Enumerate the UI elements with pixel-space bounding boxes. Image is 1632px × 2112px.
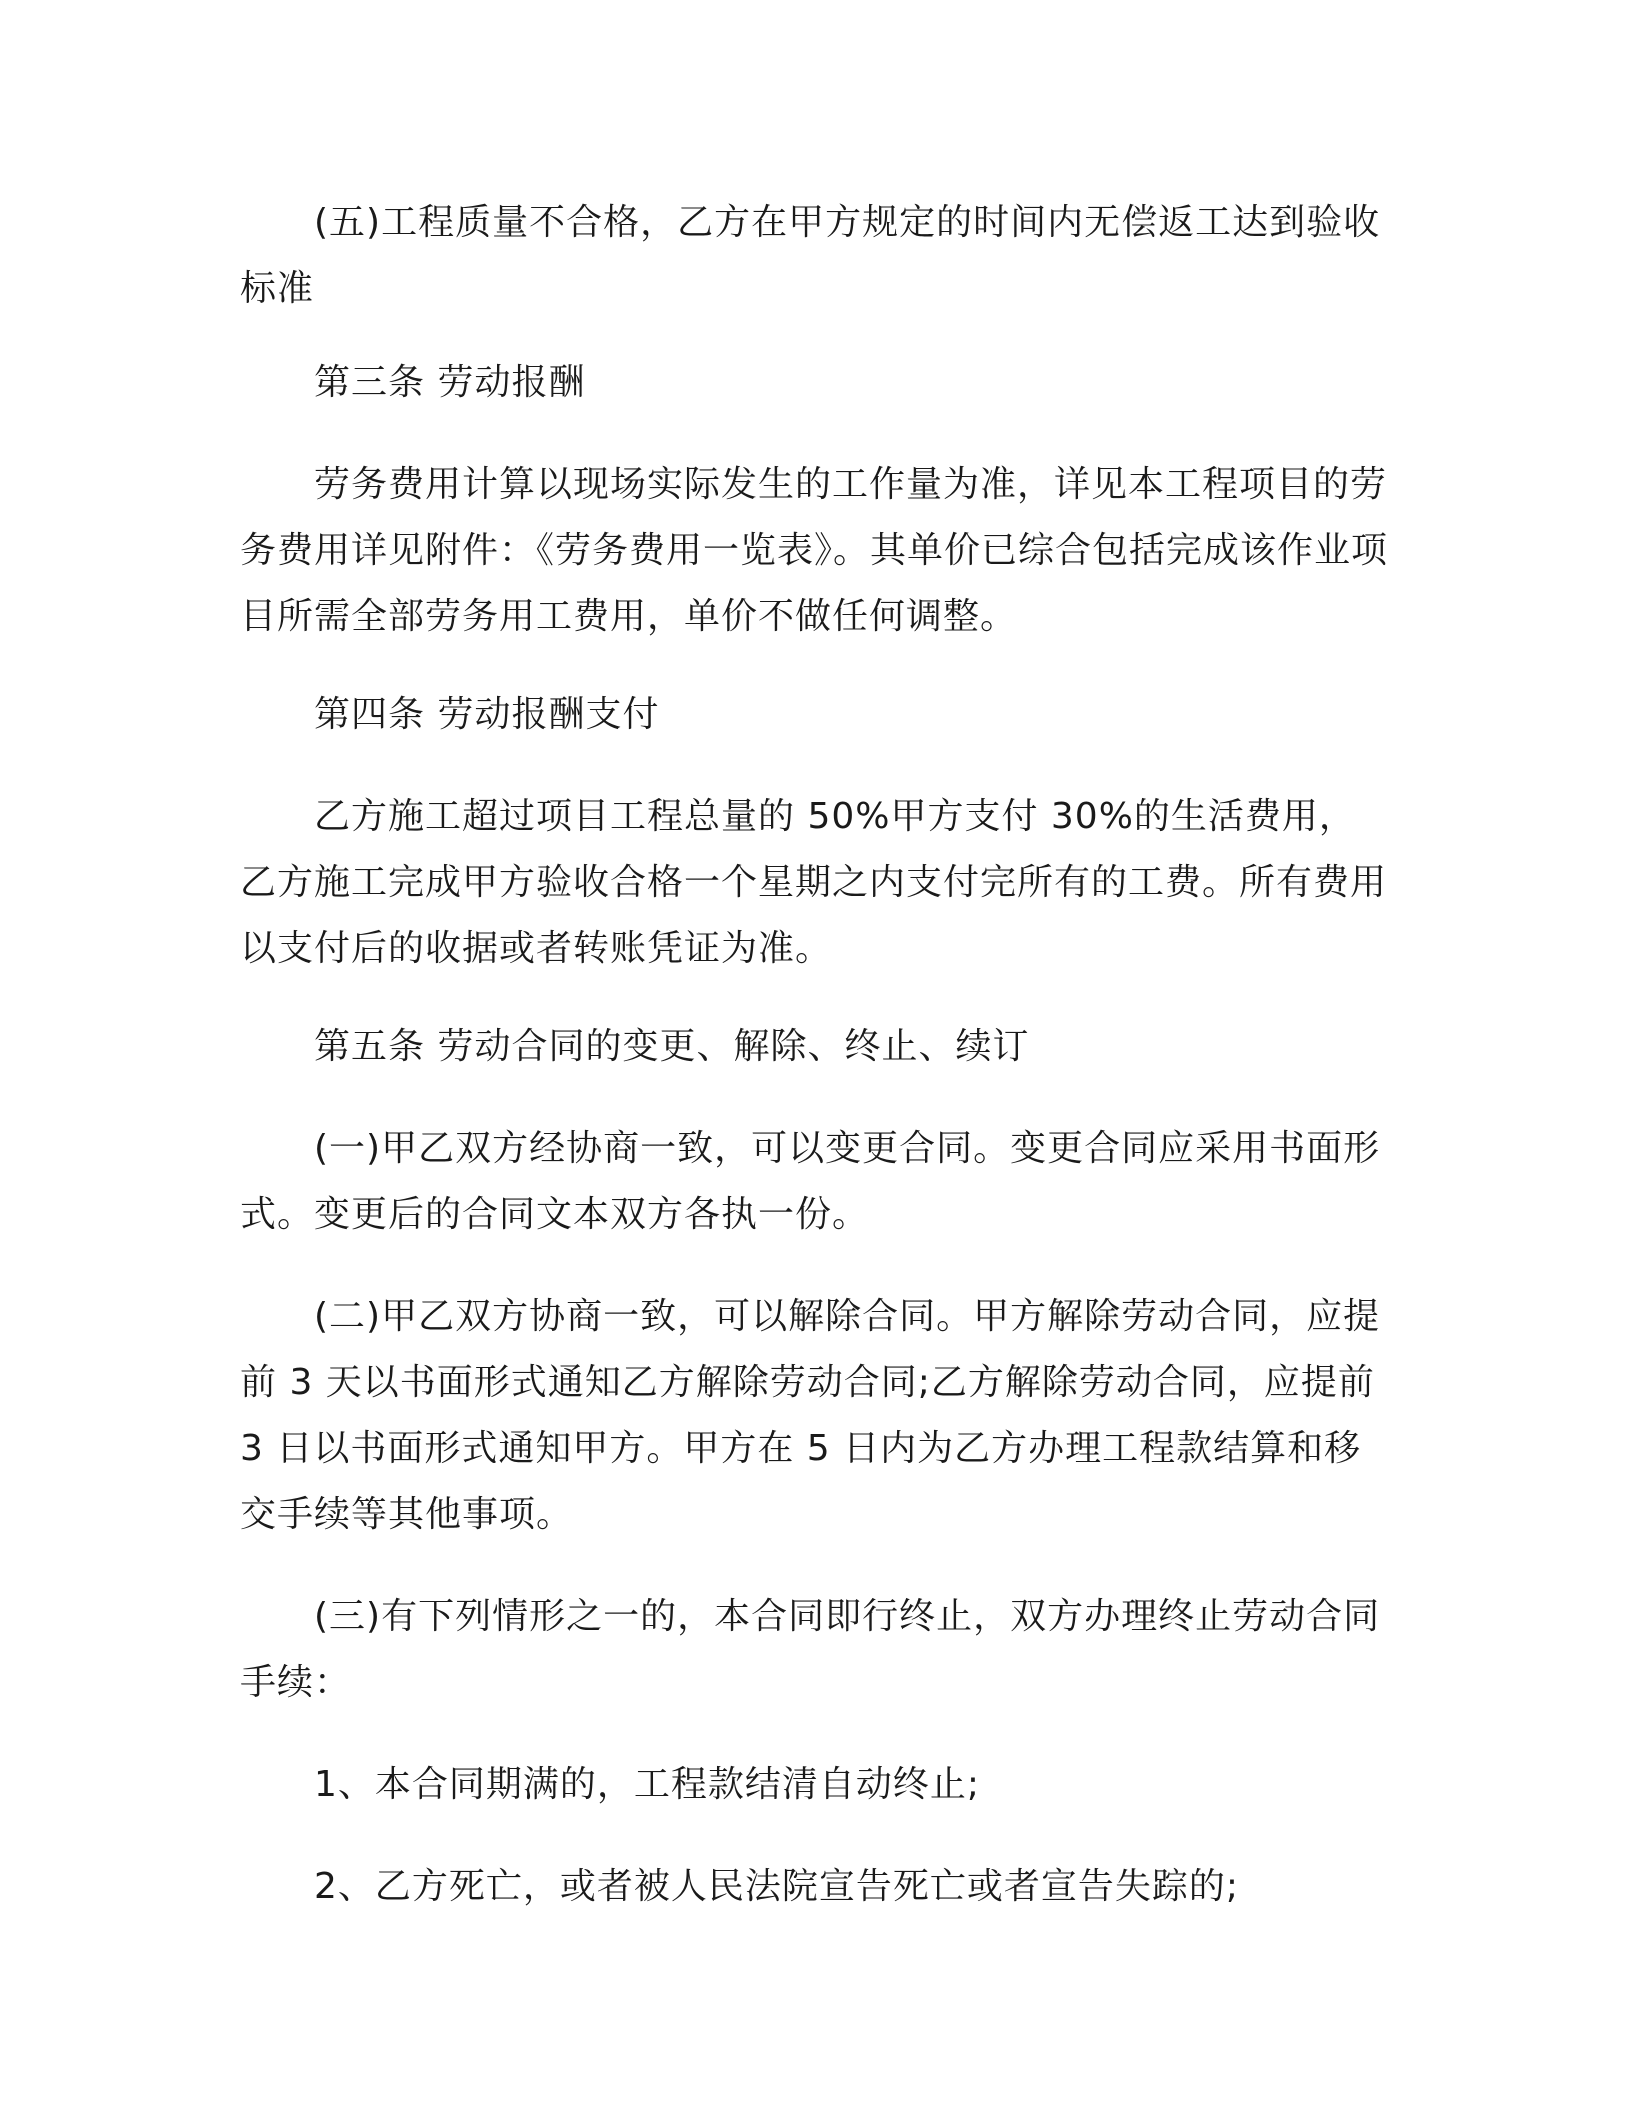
article-4-heading: 第四条 劳动报酬支付 bbox=[314, 694, 660, 735]
article-3-heading: 第三条 劳动报酬 bbox=[314, 362, 586, 403]
document-body bbox=[240, 190, 1390, 1920]
clause-5-quality-paragraph: (五)工程质量不合格，乙方在甲方规定的时间内无偿返工达到验收标准 bbox=[240, 202, 1381, 309]
article-4-paragraph: 乙方施工超过项目工程总量的 50%甲方支付 30%的生活费用，乙方施工完成甲方验收合格一个星期之内支付完所有的工费。所有费用以支付后的收据或者转账凭证为准。 bbox=[240, 796, 1388, 969]
termination-item-1: 1、本合同期满的，工程款结清自动终止; bbox=[314, 1764, 981, 1805]
article-3-paragraph: 劳务费用计算以现场实际发生的工作量为准，详见本工程项目的劳务费用详见附件：《劳务费用一览表》。其单价已综合包括完成该作业项目所需全部劳务用工费用，单价不做任何调整。 bbox=[240, 464, 1389, 637]
article-5-heading: 第五条 劳动合同的变更、解除、终止、续订 bbox=[314, 1026, 1030, 1067]
article-5-item-1-paragraph: (一)甲乙双方经协商一致，可以变更合同。变更合同应采用书面形式。变更后的合同文本双方各执一份。 bbox=[240, 1128, 1381, 1235]
article-5-item-2-paragraph: (二)甲乙双方协商一致，可以解除合同。甲方解除劳动合同，应提前 3 天以书面形式通知乙方解除劳动合同;乙方解除劳动合同，应提前 3 日以书面形式通知甲方。甲方在 5 日内为乙方办理工程款结算和移交手续等其他事项。 bbox=[240, 1296, 1381, 1535]
termination-item-2: 2、乙方死亡，或者被人民法院宣告死亡或者宣告失踪的; bbox=[314, 1866, 1240, 1907]
article-5-item-3-paragraph: (三)有下列情形之一的，本合同即行终止，双方办理终止劳动合同手续： bbox=[240, 1596, 1381, 1703]
